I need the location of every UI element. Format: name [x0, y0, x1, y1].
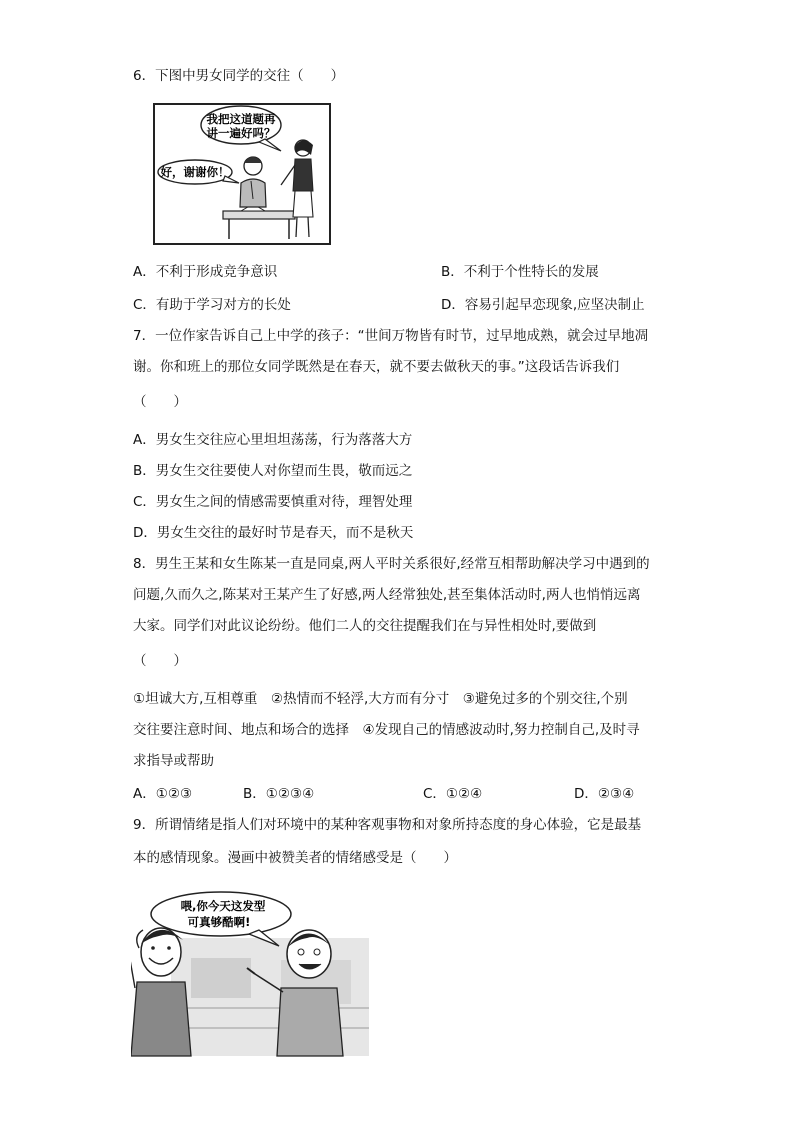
q9-cartoon	[131, 888, 371, 1060]
q9-stem-line1: 9．所谓情绪是指人们对环境中的某种客观事物和对象所持态度的身心体验，它是最基	[133, 817, 642, 833]
q6-cartoon	[153, 103, 331, 245]
q8-option-b: B．①②③④	[243, 786, 315, 802]
q8-option-a: A．①②③	[133, 786, 193, 802]
q9-cartoon-drawing	[131, 888, 371, 1060]
q8-stem-line3: 大家。同学们对此议论纷纷。他们二人的交往提醒我们在与异性相处时,要做到	[133, 618, 597, 634]
q8-stem-line2: 问题,久而久之,陈某对王某产生了好感,两人经常独处,甚至集体活动时,两人也悄悄远离	[133, 587, 641, 603]
q6-option-b: B．不利于个性特长的发展	[441, 264, 599, 280]
q7-option-a: A．男女生交往应心里坦坦荡荡，行为落落大方	[133, 432, 413, 448]
q6-option-c: C．有助于学习对方的长处	[133, 297, 291, 313]
q8-statements-line1: ①坦诚大方,互相尊重 ②热情而不轻浮,大方而有分寸 ③避免过多的个别交往,个别	[133, 691, 628, 707]
q6-bubble-girl-line1: 我把这道题再	[206, 112, 276, 126]
q7-option-c: C．男女生之间的情感需要慎重对待，理智处理	[133, 494, 413, 510]
q7-stem-line1: 7．一位作家告诉自己上中学的孩子：“世间万物皆有时节，过早地成熟，就会过早地凋	[133, 328, 649, 344]
q9-bubble-line2: 可真够酷啊!	[187, 915, 251, 929]
q8-stem-line1: 8．男生王某和女生陈某一直是同桌,两人平时关系很好,经常互相帮助解决学习中遇到的	[133, 556, 650, 572]
q6-option-d: D．容易引起早恋现象,应坚决制止	[441, 297, 645, 313]
q8-option-c: C．①②④	[423, 786, 483, 802]
q6-cartoon-drawing	[153, 103, 331, 245]
q9-bubble-line1: 喂,你今天这发型	[180, 899, 266, 913]
q6-stem: 6．下图中男女同学的交往（ ）	[133, 68, 345, 84]
q7-stem-line3: （ ）	[133, 394, 187, 410]
q9-stem-line2: 本的感情现象。漫画中被赞美者的情绪感受是（ ）	[133, 850, 457, 866]
q6-bubble-boy: 好，谢谢你！	[160, 165, 230, 179]
q7-stem-line2: 谢。你和班上的那位女同学既然是在春天，就不要去做秋天的事。”这段话告诉我们	[133, 359, 620, 375]
q8-stem-line4: （ ）	[133, 653, 187, 669]
q8-option-d: D．②③④	[574, 786, 635, 802]
q7-option-d: D．男女生交往的最好时节是春天，而不是秋天	[133, 525, 414, 541]
q7-option-b: B．男女生交往要使人对你望而生畏，敬而远之	[133, 463, 413, 479]
q6-option-a: A．不利于形成竞争意识	[133, 264, 278, 280]
q6-bubble-girl-line2: 讲一遍好吗？	[206, 126, 276, 140]
q8-statements-line3: 求指导或帮助	[133, 753, 214, 769]
q8-statements-line2: 交往要注意时间、地点和场合的选择 ④发现自己的情感波动时,努力控制自己,及时寻	[133, 722, 640, 738]
